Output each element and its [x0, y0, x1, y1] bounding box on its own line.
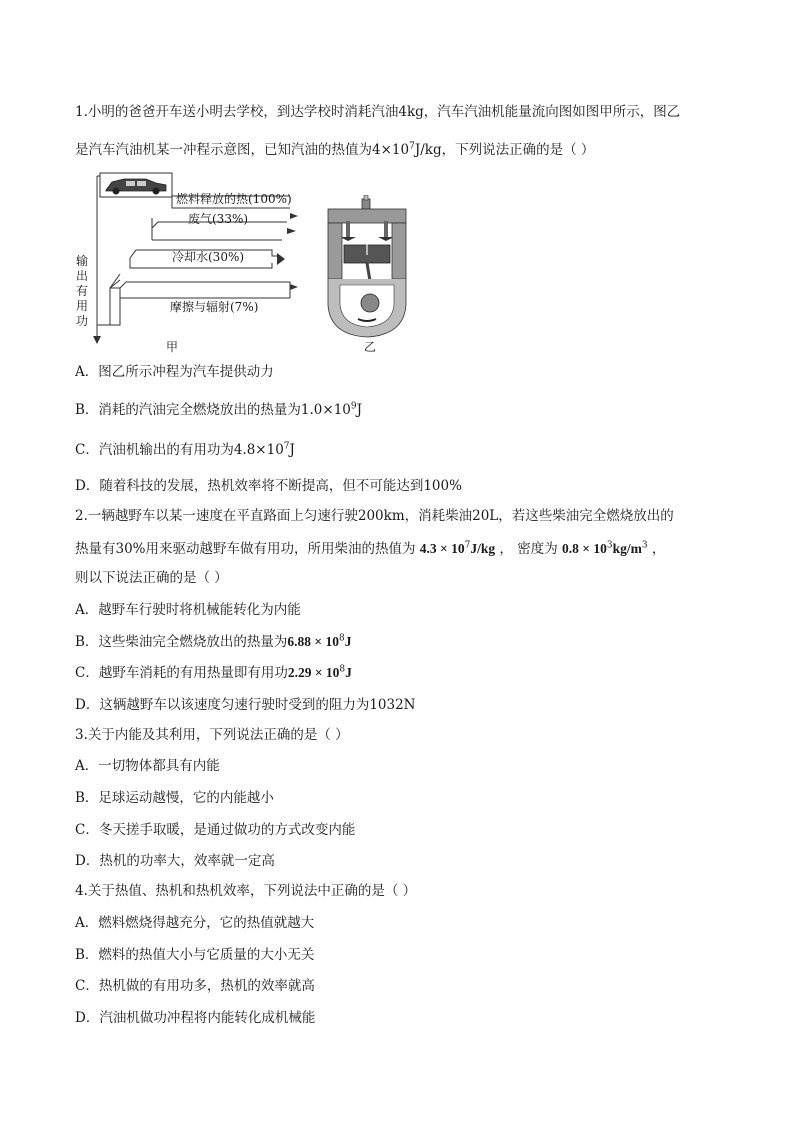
q4-stem: 4.关于热值、热机和热机效率，下列说法中正确的是（ ） — [75, 883, 417, 899]
q2-stem-line3: 则以下说法正确的是（ ） — [75, 570, 228, 586]
car-icon — [100, 173, 172, 197]
q2-option-b: B．这些柴油完全燃烧放出的热量为$6.88 \times 10^8J$ — [75, 633, 352, 650]
label-useful-work: 输 出 有 用 功 — [76, 254, 89, 328]
caption-jia: 甲 — [166, 340, 179, 354]
q2-stem-line1: 2.一辆越野车以某一速度在平直路面上匀速行驶200km，消耗柴油20L，若这些柴油完全燃烧放出的 — [75, 508, 674, 524]
q3-option-c: C．冬天搓手取暖，是通过做功的方式改变内能 — [75, 822, 356, 838]
q1-stem-line1: 1.小明的爸爸开车送小明去学校，到达学校时消耗汽油4kg，汽车汽油机能量流向图如图甲所示，图乙 — [75, 104, 681, 120]
q4-option-c: C．热机做的有用功多，热机的效率就高 — [75, 978, 315, 994]
q1-option-b: B．消耗的汽油完全燃烧放出的热量为$1.0\times 10^9J$ — [75, 401, 363, 418]
q4-option-a: A．燃料燃烧得越充分，它的热值就越大 — [75, 915, 315, 931]
q3-option-d: D．热机的功率大，效率就一定高 — [75, 853, 275, 869]
q1-text-b: J/kg，下列说法正确的是（ ） — [414, 142, 595, 158]
q2-stem-line2: 热量有30%用来驱动越野车做有用功，所用柴油的热值为 $4.3 \times 10^7J/kg$ ， 密度为 $0.8 \times 10^3kg/m^3$ ， — [75, 540, 666, 557]
q1-text: 是汽车汽油机某一冲程示意图，已知汽油的热值为4×10 — [75, 142, 410, 158]
label-fuel-heat: 燃料释放的热(100%) — [176, 192, 292, 206]
q4-option-d: D．汽油机做功冲程将内能转化成机械能 — [75, 1010, 316, 1026]
label-cooling-water: 冷却水(30%) — [172, 250, 245, 264]
q1-stem-line2 — [75, 140, 594, 160]
q2-option-d: D．这辆越野车以该速度匀速行驶时受到的阻力为1032N — [75, 697, 416, 713]
q1-option-c: C．汽油机输出的有用功为$4.8\times 10^7J$ — [75, 441, 295, 458]
q1-option-d: D．随着科技的发展，热机效率将不断提高，但不可能达到100% — [75, 478, 462, 494]
q4-option-b: B．燃料的热值大小与它质量的大小无关 — [75, 947, 315, 963]
label-exhaust: 废气(33%) — [188, 212, 249, 226]
label-friction-radiation: 摩擦与辐射(7%) — [170, 300, 259, 314]
caption-yi: 乙 — [364, 340, 377, 354]
q3-stem: 3.关于内能及其利用，下列说法正确的是（ ） — [75, 727, 349, 743]
q1-exponent: 7 — [409, 141, 415, 152]
q1-option-a: A．图乙所示冲程为汽车提供动力 — [75, 364, 274, 380]
engine-stroke-diagram — [318, 195, 418, 355]
q3-option-b: B．足球运动越慢，它的内能越小 — [75, 790, 274, 806]
q2-option-c: C．越野车消耗的有用热量即有用功$2.29 \times 10^8J$ — [75, 664, 352, 681]
q2-option-a: A．越野车行驶时将机械能转化为内能 — [75, 602, 301, 618]
q3-option-a: A．一切物体都具有内能 — [75, 758, 220, 774]
